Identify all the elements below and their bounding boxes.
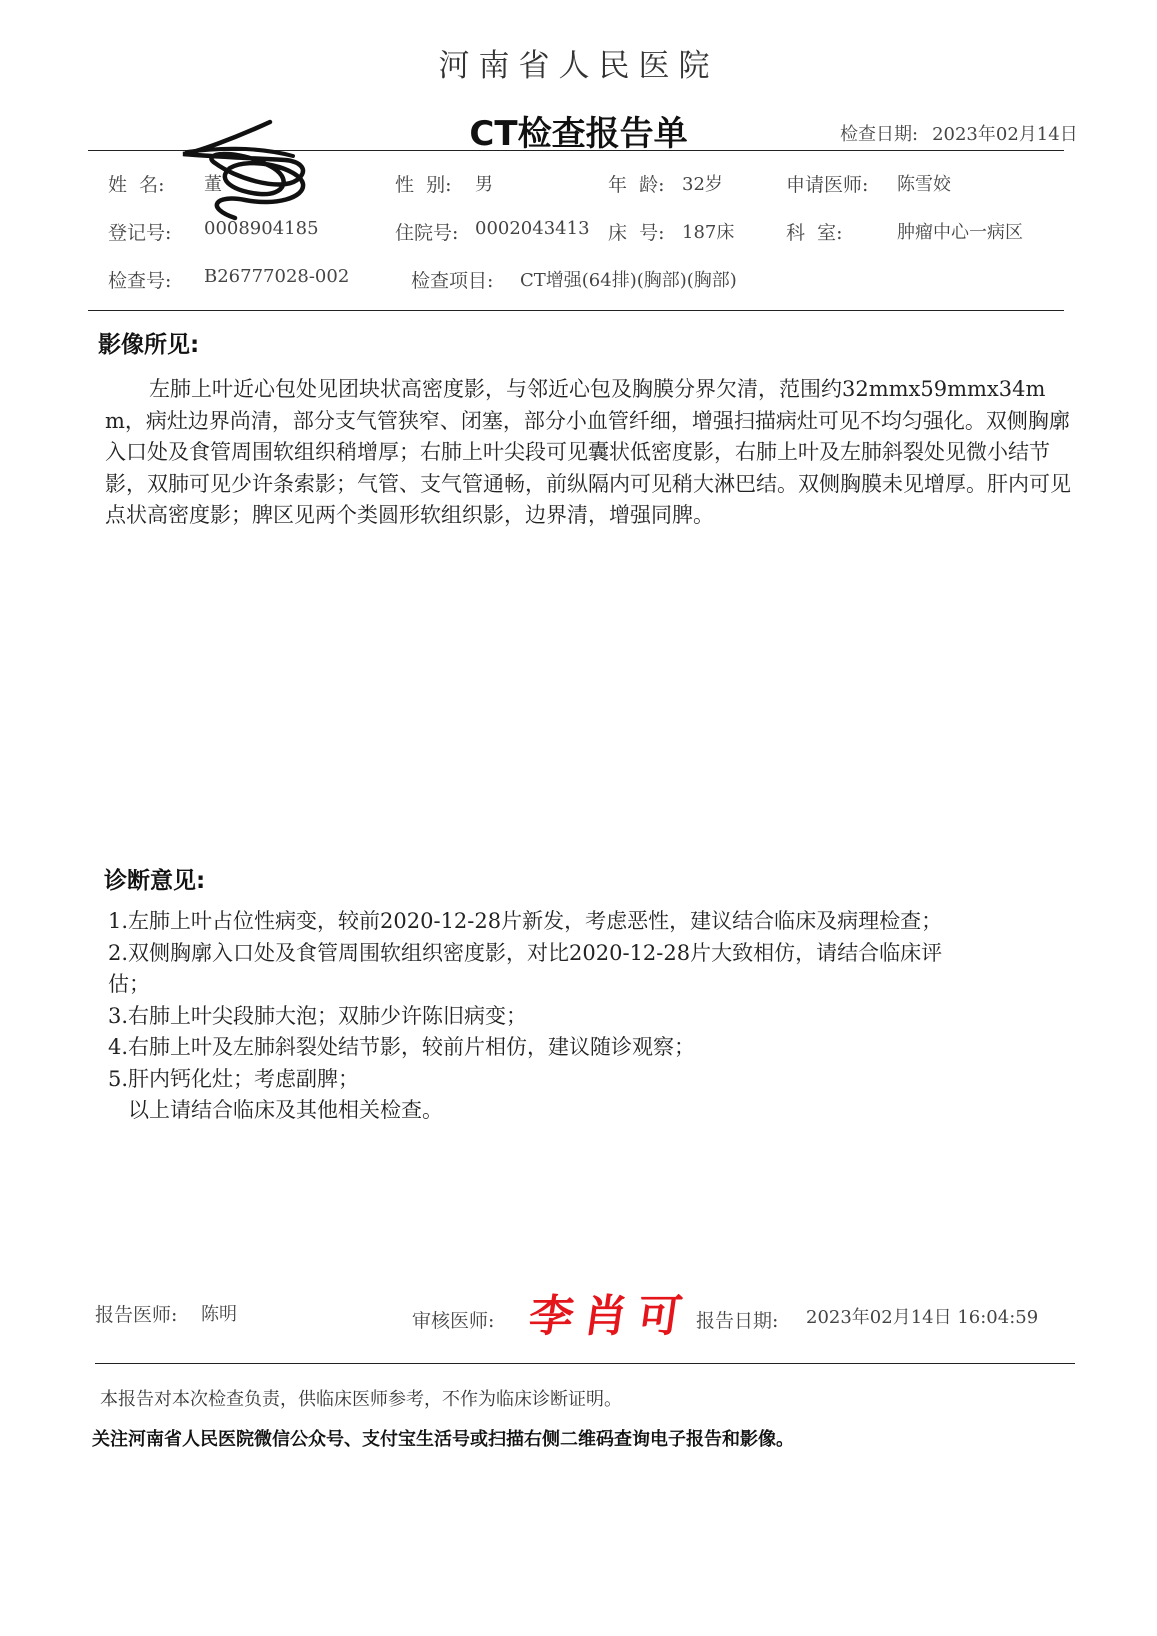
registration-label: 登记号: <box>108 222 172 244</box>
exam-number-value: B26777028-002 <box>204 266 350 287</box>
bed-value: 187床 <box>682 222 735 243</box>
report-date-label: 报告日期: <box>696 1310 779 1332</box>
diagnosis-item: 估； <box>108 972 150 996</box>
diagnosis-item: 5.肝内钙化灶；考虑副脾； <box>108 1066 360 1091</box>
diagnosis-item: 2.双侧胸廓入口处及食管周围软组织密度影，对比2020-12-28片大致相仿，请结合临床评 <box>108 940 943 965</box>
disclaimer-text: 本报告对本次检查负责，供临床医师参考，不作为临床诊断证明。 <box>100 1389 622 1410</box>
age-label: 年 龄: <box>608 174 665 196</box>
bed-label: 床 号: <box>608 222 665 244</box>
inpatient-value: 0002043413 <box>475 218 590 239</box>
exam-item-value: CT增强(64排)(胸部)(胸部) <box>520 270 737 291</box>
redaction-scribble <box>175 118 325 223</box>
findings-title: 影像所见: <box>98 332 200 358</box>
age-value: 32岁 <box>682 174 723 195</box>
name-value: 董 <box>204 174 222 195</box>
exam-date <box>840 120 1078 146</box>
report-doctor-value: 陈明 <box>201 1304 237 1325</box>
report-date-value: 2023年02月14日 16:04:59 <box>806 1307 1039 1328</box>
diagnosis-item: 1.左肺上叶占位性病变，较前2020-12-28片新发，考虑恶性，建议结合临床及病理检查； <box>108 909 943 933</box>
exam-item-label: 检查项目: <box>411 270 494 292</box>
gender-label: 性 别: <box>395 174 452 196</box>
diagnosis-item: 3.右肺上叶尖段肺大泡；双肺少许陈旧病变； <box>108 1003 528 1028</box>
name-label: 姓 名: <box>108 174 165 196</box>
diagnosis-title: 诊断意见: <box>104 868 206 894</box>
hospital-name: 河南省人民医院 <box>438 48 719 84</box>
review-doctor-label: 审核医师: <box>412 1310 495 1332</box>
exam-date-value: 2023年02月14日 <box>932 124 1078 145</box>
inpatient-label: 住院号: <box>395 222 459 244</box>
doctor-label: 申请医师: <box>786 174 869 196</box>
diagnosis-item: 4.右肺上叶及左肺斜裂处结节影，较前片相仿，建议随诊观察； <box>108 1035 696 1059</box>
department-label: 科 室: <box>786 222 843 244</box>
diagnosis-closing: 以上请结合临床及其他相关检查。 <box>128 1098 443 1122</box>
department-value: 肿瘤中心一病区 <box>897 222 1023 243</box>
report-title: CT检查报告单 <box>469 114 688 154</box>
findings-text: 左肺上叶近心包处见团块状高密度影，与邻近心包及胸膜分界欠清，范围约32mmx59mmx34mm，病灶边界尚清，部分支气管狭窄、闭塞，部分小血管纤细，增强扫描病灶可见不均匀强化。双侧胸廓入口处及食管周围软组织稍增厚；右肺上叶尖段可见囊状低密度影，右肺上叶及左肺斜裂处见微小结节影，双肺可见少许条索影；气管、支气管通畅，前纵隔内可见稍大淋巴结。双侧胸膜未见增厚。肝内可见点状高密度影；脾区见两个类圆形软组织影，边界清，增强同脾。 <box>105 377 1071 527</box>
review-doctor-signature: 李肖可 <box>525 1291 695 1342</box>
gender-value: 男 <box>475 174 493 195</box>
footer-divider <box>95 1363 1075 1364</box>
registration-value: 0008904185 <box>204 218 319 239</box>
exam-date-label: 检查日期: <box>840 124 919 145</box>
report-doctor-label: 报告医师: <box>95 1304 178 1326</box>
follow-notice: 关注河南省人民医院微信公众号、支付宝生活号或扫描右侧二维码查询电子报告和影像。 <box>92 1429 794 1450</box>
info-divider <box>88 310 1064 311</box>
exam-number-label: 检查号: <box>108 270 172 292</box>
diagnosis-list <box>108 906 1078 1127</box>
doctor-value: 陈雪姣 <box>897 174 951 195</box>
